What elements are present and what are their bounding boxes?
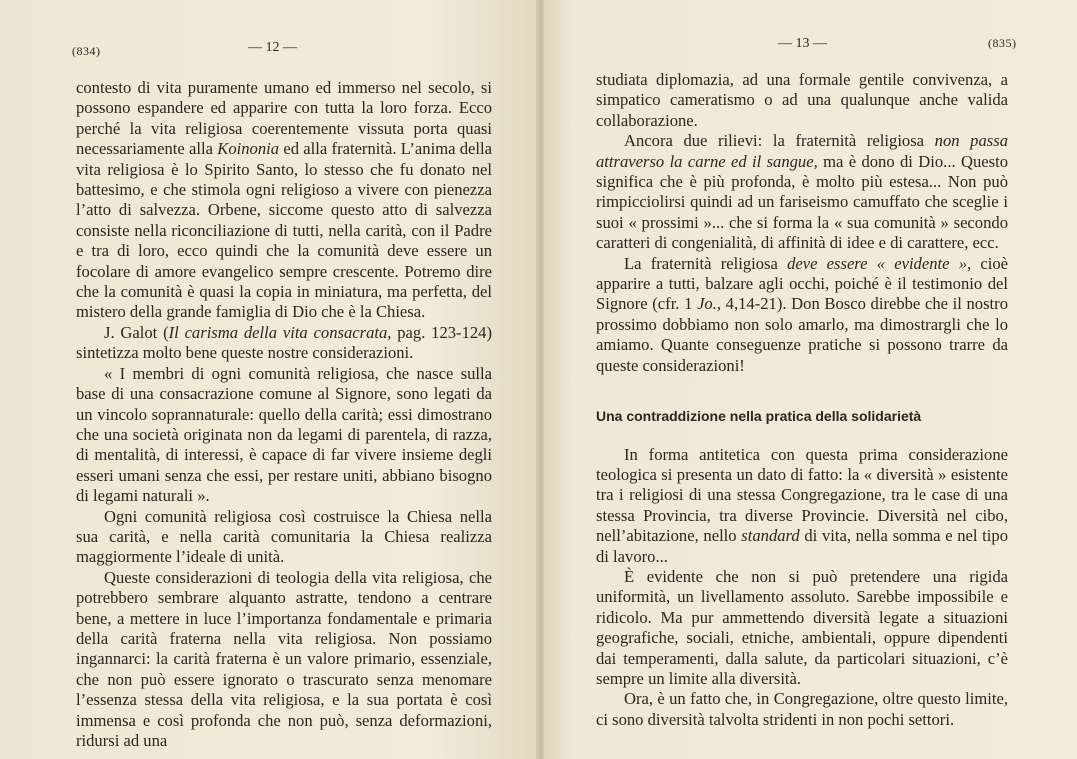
- paragraph: [76, 568, 492, 752]
- text-run: Ora, è un fatto che, in Congregazione, oltre questo limite, ci sono diversità talvolta stridenti in non pochi settori.: [596, 689, 1008, 729]
- running-head: — 12 —: [248, 40, 297, 55]
- paragraph-list: [76, 78, 492, 751]
- page-number: (834): [72, 44, 101, 58]
- paragraph: [76, 364, 492, 507]
- running-head: — 13 —: [778, 36, 827, 51]
- paragraph-list: [596, 445, 1008, 731]
- text-run: cioè apparire a tutti, balzare agli occhi, poiché è il testimonio del Signore (cfr. 1: [596, 253, 1008, 314]
- text-run: La fraternità religiosa: [624, 253, 788, 273]
- paragraph: [596, 567, 1008, 689]
- text-run: « I membri di ogni comunità religiosa, che nasce sulla base di una consacrazione comune al Signore, sono legati da un vincolo soprannaturale: quello della carità; essi dimostrano che una società originata non da legami di parentela, di razza, di mentalità, di interessi, è capace di far vivere insieme degli esseri umani senza che essi, per restare uniti, abbiano bisogno di legami naturali ».: [76, 363, 492, 506]
- text-run: di vita, nella somma e nel tipo di lavoro...: [596, 526, 1008, 566]
- text-run: contesto di vita puramente umano ed immerso nel secolo, si possono espandere ed apparire con tutta la loro forza. Ecco perché la vita religiosa coerentemente vissuta porta quasi necessariamente alla: [76, 78, 492, 159]
- italic-text: deve essere « evidente »,: [787, 253, 972, 273]
- text-run: 4,14-21). Don Bosco direbbe che il nostro prossimo dobbiamo non solo amarlo, ma dimostrargli che lo amiamo. Quante conseguenze pratiche si possono trarre da queste considerazioni!: [596, 294, 1008, 375]
- text-run: Ogni comunità religiosa così costruisce la Chiesa nella sua carità, e nella carità comunitaria la Chiesa realizza maggiormente l’ideale di unità.: [76, 506, 492, 567]
- italic-text: standard: [741, 526, 800, 546]
- section-heading: Una contraddizione nella pratica della solidarietà: [596, 408, 922, 425]
- text-run: studiata diplomazia, ad una formale gentile convivenza, a simpatico cameratismo o ad una qualunque anche valida collaborazione.: [596, 70, 1008, 130]
- text-run: Ancora due rilievi: la fraternità religiosa: [624, 131, 935, 151]
- paragraph: [76, 78, 492, 323]
- text-run: Queste considerazioni di teologia della vita religiosa, che potrebbero sembrare alquanto astratte, tendono a centrare bene, a mettere in luce l’importanza fondamentale e primaria della carità fraterna nella vita religiosa. Non possiamo ingannarci: la carità fraterna è un valore primario, essenziale, che non può essere ignorato o trascurato senza menomare l’essenza stessa della vita religiosa, e la sua portata è così immensa e così profonda che non può, senza deformazioni, ridursi ad una: [76, 567, 492, 750]
- italic-text: Il carisma della vita consacrata,: [168, 322, 392, 342]
- text-run: ed alla fraternità. L’anima della vita religiosa è lo Spirito Santo, lo stesso che fu donato nel battesimo, e che stimola ogni religioso a vivere con pienezza l’atto di salvezza. Orbene, siccome questo atto di salvezza consiste nella riconciliazione di tutti, nella carità, con il Padre e tra di loro, ecco quindi che la comunità deve essere un focolare di amore evangelico sempre crescente. Potremo dire che la comunità è quasi la copia in miniatura, ma perfetta, del mistero della grande famiglia di Dio che è la Chiesa.: [76, 139, 493, 322]
- paragraph: [76, 323, 492, 364]
- body-text: [76, 78, 492, 751]
- text-run: pag. 123-124) sintetizza molto bene queste nostre considerazioni.: [76, 322, 492, 363]
- paragraph-list: [596, 70, 1008, 376]
- paragraph: [76, 507, 492, 568]
- text-run: È evidente che non si può pretendere una rigida uniformità, un livellamento assoluto. Sarebbe impossibile e ridicolo. Ma pur ammettendo diversità legate a situazioni geografiche, sociali, etniche, ambientali, oppure dipendenti dai temperamenti, dalla salute, da particolari situazioni, c’è sempre un limite alla diversità.: [596, 566, 1008, 688]
- right-page: [540, 0, 1077, 759]
- text-run: J. Galot (: [104, 322, 169, 342]
- italic-text: Koinonia: [217, 139, 280, 159]
- paragraph: [596, 70, 1008, 131]
- paragraph: [596, 131, 1008, 253]
- paragraph: [596, 689, 1008, 730]
- paragraph: [596, 254, 1008, 376]
- italic-text: non passa attraverso la carne ed il sangue,: [596, 131, 1008, 171]
- page-number: (835): [988, 36, 1017, 50]
- book-gutter: [536, 0, 544, 759]
- italic-text: Jo.,: [697, 294, 722, 314]
- text-run: In forma antitetica con questa prima considerazione teologica si presenta un dato di fatto: la « diversità » esistente tra i religiosi di una stessa Congregazione, tra le case di una stessa Provincia, tra diverse Provincie. Diversità nel cibo, nell’abitazione, nello: [596, 444, 1008, 546]
- paragraph: [596, 445, 1008, 567]
- text-run: ma è dono di Dio... Questo significa che è più profonda, è molto più estesa... Non può rimpicciolirsi quindi ad un fariseismo camuffato che sceglie i suoi « prossimi »... che si forma la « sua comunità » secondo caratteri di congenialità, di affinità di idee e di carattere, ecc.: [596, 151, 1008, 253]
- body-text: [596, 70, 1008, 730]
